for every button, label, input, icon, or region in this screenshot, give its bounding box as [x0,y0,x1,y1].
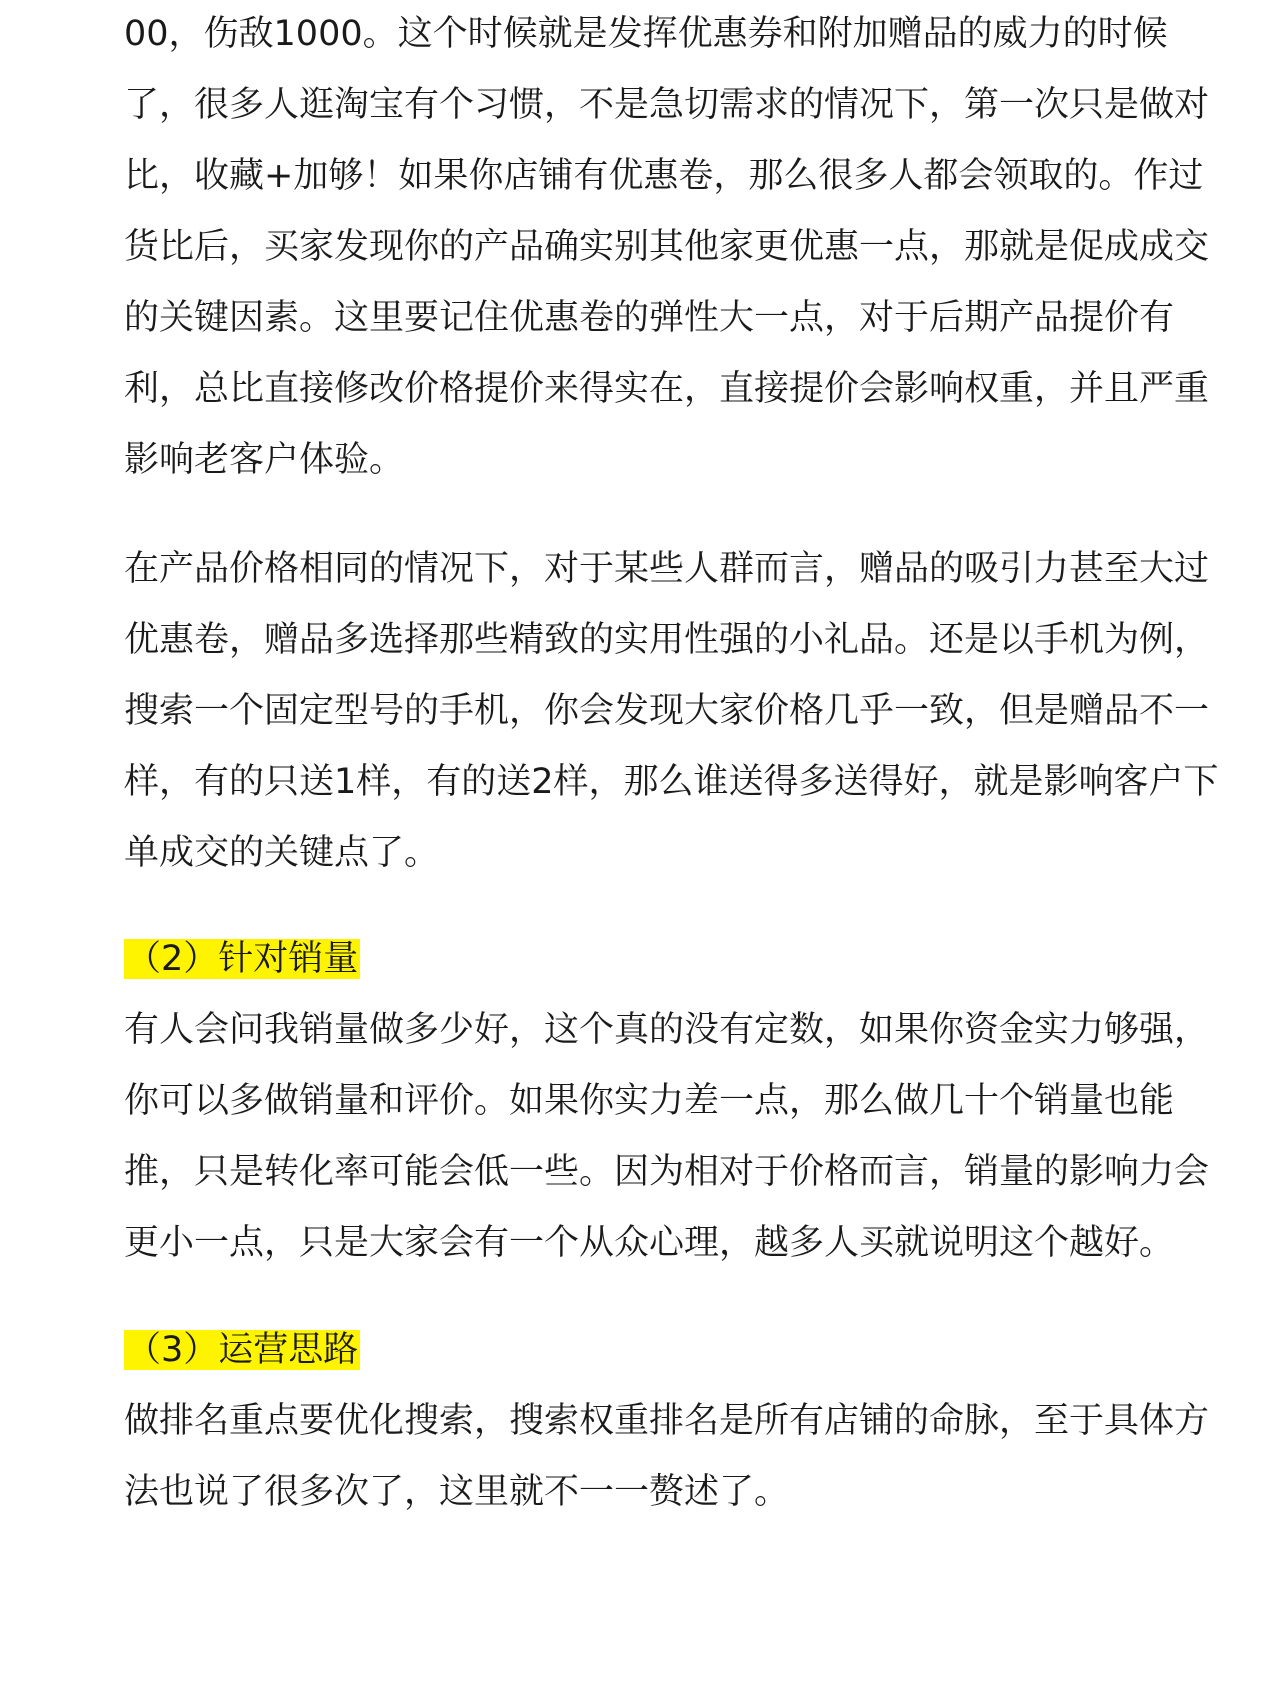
para4-line-1: 做排名重点要优化搜索，搜索权重排名是所有店铺的命脉，至于具体方 [124,1401,1210,1441]
para1-line-1: 00，伤敌1000。这个时候就是发挥优惠券和附加赠品的威力的时候 [124,14,1168,54]
para2-line-2: 优惠卷，赠品多选择那些精致的实用性强的小礼品。还是以手机为例， [124,620,1210,660]
para2-line-1: 在产品价格相同的情况下，对于某些人群而言，赠品的吸引力甚至大过 [124,549,1210,589]
heading-highlight: （3）运营思路 [126,1330,359,1370]
para3-line-4: 更小一点，只是大家会有一个从众心理，越多人买就说明这个越好。 [124,1223,1175,1263]
para1-line-2: 了，很多人逛淘宝有个习惯，不是急切需求的情况下，第一次只是做对 [124,85,1210,125]
para1-line-4: 货比后，买家发现你的产品确实别其他家更优惠一点，那就是促成成交 [124,227,1210,267]
para2-line-3: 搜索一个固定型号的手机，你会发现大家价格几乎一致，但是赠品不一 [124,691,1210,731]
para1-line-7: 影响老客户体验。 [124,440,405,480]
para3-line-3: 推，只是转化率可能会低一些。因为相对于价格而言，销量的影响力会 [124,1152,1210,1192]
para2-line-4: 样，有的只送1样，有的送2样，那么谁送得多送得好，就是影响客户下 [124,762,1219,802]
section-heading-sales [124,935,360,983]
para3-line-2: 你可以多做销量和评价。如果你实力差一点，那么做几十个销量也能 [124,1081,1175,1121]
para3-line-1: 有人会问我销量做多少好，这个真的没有定数，如果你资金实力够强， [124,1010,1210,1050]
para2-line-5: 单成交的关键点了。 [124,833,440,873]
para4-line-2: 法也说了很多次了，这里就不一一赘述了。 [124,1472,790,1512]
para1-line-6: 利，总比直接修改价格提价来得实在，直接提价会影响权重，并且严重 [124,369,1210,409]
heading-highlight: （2）针对销量 [126,939,359,979]
section-heading-operations [124,1326,360,1374]
para1-line-3: 比，收藏+加够！如果你店铺有优惠卷，那么很多人都会领取的。作过 [124,156,1204,196]
para1-line-5: 的关键因素。这里要记住优惠卷的弹性大一点，对于后期产品提价有 [124,298,1175,338]
